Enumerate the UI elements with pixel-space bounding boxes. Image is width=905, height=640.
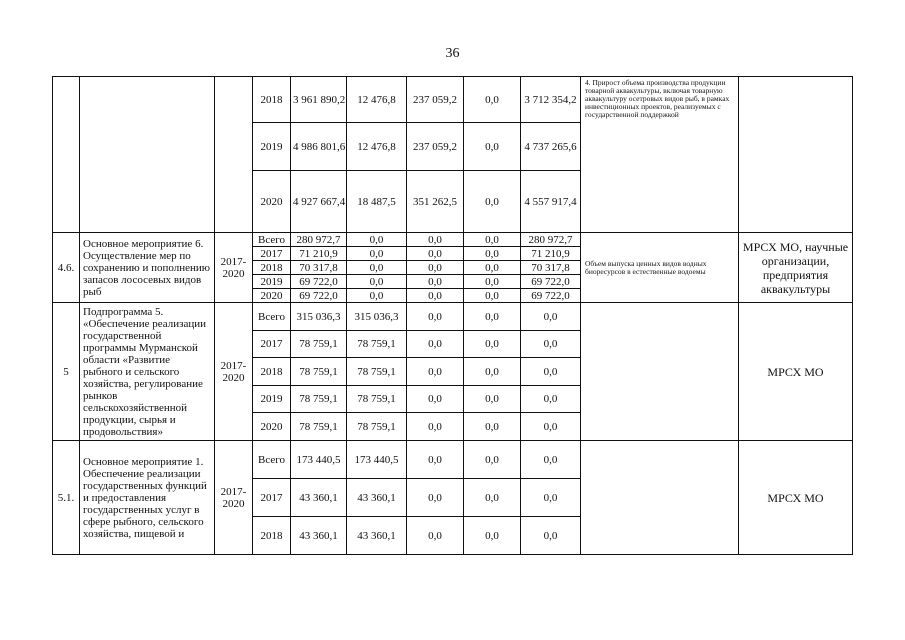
year-cell: 2020 <box>253 413 291 441</box>
total-cell: 69 722,0 <box>291 275 347 289</box>
local-budget-cell: 0,0 <box>464 517 521 555</box>
year-cell: 2017 <box>253 331 291 358</box>
total-cell: 78 759,1 <box>291 413 347 441</box>
extrabudget-cell: 0,0 <box>521 517 581 555</box>
name-cell: Основное мероприятие 1. Обеспечение реализации государственных функций и предоставления государственных услуг в сфере рыбного, сельского хозяйства, пищевой и <box>80 441 215 555</box>
total-cell: 3 961 890,2 <box>291 77 347 123</box>
name-cell: Основное мероприятие 6. Осуществление мер по сохранению и пополнению запасов лососевых видов рыб <box>80 233 215 303</box>
year-cell: 2020 <box>253 289 291 303</box>
total-cell: 43 360,1 <box>291 517 347 555</box>
federal-budget-cell: 0,0 <box>407 479 464 517</box>
federal-budget-cell: 0,0 <box>407 441 464 479</box>
total-cell: 69 722,0 <box>291 289 347 303</box>
period-cell <box>215 77 253 233</box>
indicator-cell: Объем выпуска ценных видов водных биоресурсов в естественные водоемы <box>581 233 739 303</box>
year-cell: 2018 <box>253 358 291 386</box>
local-budget-cell: 0,0 <box>464 386 521 413</box>
year-cell: 2020 <box>253 171 291 233</box>
federal-budget-cell: 0,0 <box>407 289 464 303</box>
extrabudget-cell: 71 210,9 <box>521 247 581 261</box>
total-cell: 70 317,8 <box>291 261 347 275</box>
federal-budget-cell: 0,0 <box>407 303 464 331</box>
regional-budget-cell: 78 759,1 <box>347 358 407 386</box>
period-cell: 2017-2020 <box>215 441 253 555</box>
local-budget-cell: 0,0 <box>464 275 521 289</box>
local-budget-cell: 0,0 <box>464 123 521 171</box>
regional-budget-cell: 18 487,5 <box>347 171 407 233</box>
extrabudget-cell: 70 317,8 <box>521 261 581 275</box>
federal-budget-cell: 0,0 <box>407 275 464 289</box>
local-budget-cell: 0,0 <box>464 358 521 386</box>
local-budget-cell: 0,0 <box>464 289 521 303</box>
federal-budget-cell: 0,0 <box>407 247 464 261</box>
local-budget-cell: 0,0 <box>464 247 521 261</box>
table-row <box>53 303 853 331</box>
extrabudget-cell: 0,0 <box>521 386 581 413</box>
local-budget-cell: 0,0 <box>464 479 521 517</box>
table-row <box>53 77 853 123</box>
year-cell: 2018 <box>253 77 291 123</box>
executor-cell <box>739 77 853 233</box>
federal-budget-cell: 0,0 <box>407 386 464 413</box>
total-cell: 4 986 801,6 <box>291 123 347 171</box>
extrabudget-cell: 0,0 <box>521 358 581 386</box>
local-budget-cell: 0,0 <box>464 261 521 275</box>
regional-budget-cell: 173 440,5 <box>347 441 407 479</box>
regional-budget-cell: 315 036,3 <box>347 303 407 331</box>
total-cell: 4 927 667,4 <box>291 171 347 233</box>
extrabudget-cell: 4 557 917,4 <box>521 171 581 233</box>
total-cell: 173 440,5 <box>291 441 347 479</box>
code-cell: 5 <box>53 303 80 441</box>
regional-budget-cell: 43 360,1 <box>347 517 407 555</box>
federal-budget-cell: 0,0 <box>407 358 464 386</box>
extrabudget-cell: 0,0 <box>521 331 581 358</box>
extrabudget-cell: 69 722,0 <box>521 275 581 289</box>
regional-budget-cell: 78 759,1 <box>347 413 407 441</box>
federal-budget-cell: 0,0 <box>407 517 464 555</box>
regional-budget-cell: 43 360,1 <box>347 479 407 517</box>
year-cell: 2018 <box>253 517 291 555</box>
code-cell: 4.6. <box>53 233 80 303</box>
year-cell: Всего <box>253 303 291 331</box>
local-budget-cell: 0,0 <box>464 413 521 441</box>
regional-budget-cell: 0,0 <box>347 289 407 303</box>
indicator-cell <box>581 441 739 555</box>
federal-budget-cell: 237 059,2 <box>407 77 464 123</box>
regional-budget-cell: 12 476,8 <box>347 123 407 171</box>
executor-cell: МРСХ МО <box>739 303 853 441</box>
name-cell: Подпрограмма 5. «Обеспечение реализации государственной программы Мурманской области «Развитие рыбного и сельского хозяйства, регулирование рынков сельскохозяйственной продукции, сырья и продовольствия» <box>80 303 215 441</box>
local-budget-cell: 0,0 <box>464 331 521 358</box>
federal-budget-cell: 0,0 <box>407 261 464 275</box>
regional-budget-cell: 78 759,1 <box>347 331 407 358</box>
local-budget-cell: 0,0 <box>464 233 521 247</box>
total-cell: 43 360,1 <box>291 479 347 517</box>
year-cell: 2019 <box>253 386 291 413</box>
local-budget-cell: 0,0 <box>464 171 521 233</box>
total-cell: 315 036,3 <box>291 303 347 331</box>
year-cell: Всего <box>253 441 291 479</box>
year-cell: 2017 <box>253 479 291 517</box>
indicator-cell <box>581 303 739 441</box>
regional-budget-cell: 0,0 <box>347 275 407 289</box>
total-cell: 280 972,7 <box>291 233 347 247</box>
extrabudget-cell: 0,0 <box>521 441 581 479</box>
year-cell: 2017 <box>253 247 291 261</box>
code-cell <box>53 77 80 233</box>
total-cell: 71 210,9 <box>291 247 347 261</box>
regional-budget-cell: 78 759,1 <box>347 386 407 413</box>
total-cell: 78 759,1 <box>291 331 347 358</box>
name-cell <box>80 77 215 233</box>
page-number: 36 <box>445 46 460 61</box>
table-row <box>53 441 853 479</box>
local-budget-cell: 0,0 <box>464 77 521 123</box>
table-row <box>53 233 853 247</box>
local-budget-cell: 0,0 <box>464 441 521 479</box>
period-cell: 2017-2020 <box>215 233 253 303</box>
extrabudget-cell: 3 712 354,2 <box>521 77 581 123</box>
local-budget-cell: 0,0 <box>464 303 521 331</box>
code-cell: 5.1. <box>53 441 80 555</box>
regional-budget-cell: 0,0 <box>347 233 407 247</box>
federal-budget-cell: 0,0 <box>407 233 464 247</box>
extrabudget-cell: 0,0 <box>521 479 581 517</box>
federal-budget-cell: 0,0 <box>407 331 464 358</box>
year-cell: 2018 <box>253 261 291 275</box>
executor-cell: МРСХ МО <box>739 441 853 555</box>
federal-budget-cell: 0,0 <box>407 413 464 441</box>
program-table <box>52 76 853 555</box>
regional-budget-cell: 12 476,8 <box>347 77 407 123</box>
total-cell: 78 759,1 <box>291 386 347 413</box>
period-cell: 2017-2020 <box>215 303 253 441</box>
extrabudget-cell: 69 722,0 <box>521 289 581 303</box>
regional-budget-cell: 0,0 <box>347 261 407 275</box>
year-cell: 2019 <box>253 275 291 289</box>
executor-cell: МРСХ МО, научные организации, предприятия аквакультуры <box>739 233 853 303</box>
extrabudget-cell: 4 737 265,6 <box>521 123 581 171</box>
indicator-cell: 4. Прирост объема производства продукции товарной аквакультуры, включая товарную аквакультуру осетровых видов рыб, в рамках инвестиционных проектов, реализуемых с государственной поддержкой <box>581 77 739 233</box>
extrabudget-cell: 0,0 <box>521 303 581 331</box>
total-cell: 78 759,1 <box>291 358 347 386</box>
federal-budget-cell: 351 262,5 <box>407 171 464 233</box>
extrabudget-cell: 280 972,7 <box>521 233 581 247</box>
federal-budget-cell: 237 059,2 <box>407 123 464 171</box>
regional-budget-cell: 0,0 <box>347 247 407 261</box>
year-cell: 2019 <box>253 123 291 171</box>
extrabudget-cell: 0,0 <box>521 413 581 441</box>
year-cell: Всего <box>253 233 291 247</box>
